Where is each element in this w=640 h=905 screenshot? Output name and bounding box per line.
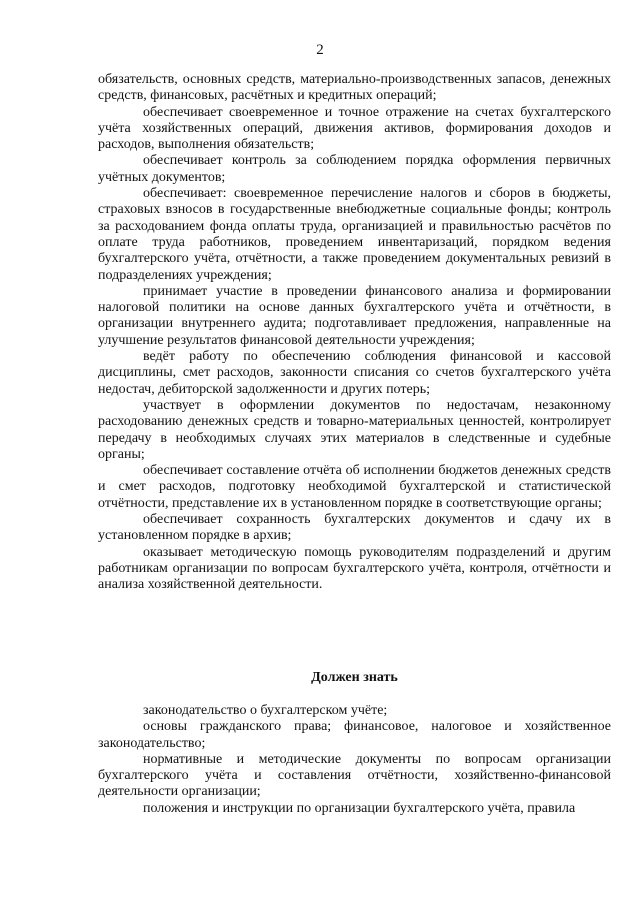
knowledge-paragraph: нормативные и методические документы по вопросам организации бухгалтерского учёта и составления отчётности, хозяйственно-финансовой деятельности организации; bbox=[98, 751, 611, 800]
duty-paragraph: участвует в оформлении документов по недостачам, незаконному расходованию денежных средств и товарно-материальных ценностей, контролирует передачу в необходимых случаях этих материалов в следственные и судебные органы; bbox=[98, 397, 611, 462]
duty-paragraph: обеспечивает составление отчёта об исполнении бюджетов денежных средств и смет расходов, подготовку необходимой бухгалтерской и статистической отчётности, представление их в установленном порядке в соответствующие органы; bbox=[98, 463, 611, 511]
section-heading: Должен знать bbox=[311, 670, 398, 685]
duties-list bbox=[98, 72, 611, 594]
duty-paragraph: обеспечивает: своевременное перечисление налогов и сборов в бюджеты, страховых взносов в государственные внебюджетные социальные фонды; контроль за расходованием фонда оплаты труда, организацией и правильностью расчётов по оплате труда работников, проведением инвентаризаций, порядком ведения бухгалтерского учёта, отчётности, а также проведением документальных ревизий в подразделениях учреждения; bbox=[98, 186, 611, 283]
knowledge-paragraph: основы гражданского права; финансовое, налоговое и хозяйственное законодательство; bbox=[98, 719, 611, 751]
knowledge-paragraph: законодательство о бухгалтерском учёте; bbox=[143, 703, 388, 718]
knowledge-paragraph: положения и инструкции по организации бухгалтерского учёта, правила bbox=[143, 800, 576, 816]
duty-paragraph: оказывает методическую помощь руководителям подразделений и другим работникам организации по вопросам бухгалтерского учёта, контроля, отчётности и анализа хозяйственной деятельности. bbox=[98, 544, 611, 593]
duty-paragraph: ведёт работу по обеспечению соблюдения финансовой и кассовой дисциплины, смет расходов, законности списания со счетов бухгалтерского учёта недостач, дебиторской задолженности и других потерь; bbox=[98, 349, 611, 397]
duty-paragraph: принимает участие в проведении финансового анализа и формировании налоговой политики на основе данных бухгалтерского учёта и отчётности, в организации внутреннего аудита; подготавливает предложения, направленные на улучшение результатов финансовой деятельности учреждения; bbox=[98, 283, 611, 348]
duty-paragraph: обеспечивает своевременное и точное отражение на счетах бухгалтерского учёта хозяйственных операций, движения активов, формирования доходов и расходов, выполнения обязательств; bbox=[98, 104, 611, 153]
duty-paragraph: обязательств, основных средств, материально-производственных запасов, денежных средств, финансовых, расчётных и кредитных операций; bbox=[98, 72, 611, 104]
page-number: 2 bbox=[316, 42, 324, 58]
duty-paragraph: обеспечивает сохранность бухгалтерских документов и сдачу их в установленном порядке в архив; bbox=[98, 512, 611, 544]
knowledge-list bbox=[98, 703, 611, 817]
duty-paragraph: обеспечивает контроль за соблюдением порядка оформления первичных учётных документов; bbox=[98, 153, 611, 185]
